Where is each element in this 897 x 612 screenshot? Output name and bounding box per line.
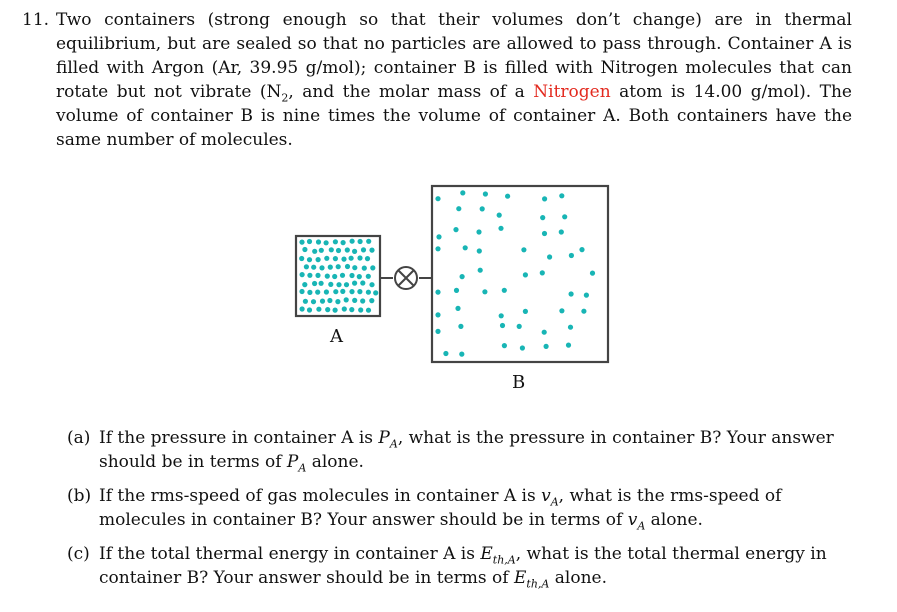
nitrogen-particle: [569, 291, 574, 296]
argon-particle: [311, 299, 316, 304]
argon-particle: [362, 266, 367, 271]
part-a-subscript: A: [389, 437, 398, 451]
nitrogen-particle: [579, 247, 584, 252]
nitrogen-particle: [460, 190, 465, 195]
argon-particle: [299, 256, 304, 261]
argon-particle: [369, 282, 374, 287]
argon-particle: [328, 265, 333, 270]
argon-particle: [319, 281, 324, 286]
argon-particle: [303, 299, 308, 304]
argon-particle: [350, 239, 355, 244]
nitrogen-particle: [499, 313, 504, 318]
argon-particle: [307, 273, 312, 278]
part-b-symbol-2: v: [627, 510, 638, 530]
argon-particle: [324, 240, 329, 245]
argon-particle: [341, 257, 346, 262]
argon-particle: [316, 257, 321, 262]
problem-text-part-3: atom is 14.00 g/mol). The volume of container B is nine times the volume of container A. Both containers have the same number of molecules.: [56, 82, 852, 150]
argon-particle: [366, 274, 371, 279]
valve-icon: [395, 267, 417, 289]
argon-particle: [329, 247, 334, 252]
argon-particle: [333, 308, 338, 313]
nitrogen-particle: [566, 343, 571, 348]
part-c: [67, 542, 857, 590]
nitrogen-particle: [476, 229, 481, 234]
argon-particle: [369, 248, 374, 253]
argon-particle: [312, 249, 317, 254]
nitrogen-particle: [521, 247, 526, 252]
argon-particle: [325, 274, 330, 279]
nitrogen-particle: [482, 289, 487, 294]
nitrogen-particle: [559, 193, 564, 198]
nitrogen-particle: [505, 194, 510, 199]
nitrogen-particle: [460, 274, 465, 279]
part-a: [67, 426, 857, 474]
argon-particle: [324, 256, 329, 261]
argon-particle: [366, 308, 371, 313]
argon-particle: [333, 289, 338, 294]
nitrogen-particle: [559, 308, 564, 313]
argon-particle: [366, 290, 371, 295]
problem-text-part-2: , and the molar mass of a: [288, 82, 534, 102]
nitrogen-particle: [454, 288, 459, 293]
part-a-tag: (a): [67, 428, 91, 448]
part-b-tag: (b): [67, 486, 92, 506]
label-container-b: B: [512, 372, 526, 393]
argon-particle: [366, 239, 371, 244]
nitrogen-particle: [459, 352, 464, 357]
nitrogen-particle: [523, 272, 528, 277]
nitrogen-highlight: Nitrogen: [533, 82, 611, 102]
problem-statement: [22, 8, 852, 152]
nitrogen-particle: [435, 246, 440, 251]
part-c-subscript: th,A: [492, 553, 516, 567]
part-a-text-1: If the pressure in container A is: [99, 428, 379, 448]
argon-particle: [333, 239, 338, 244]
nitrogen-particle: [517, 324, 522, 329]
nitrogen-particle: [547, 254, 552, 259]
argon-particle: [352, 265, 357, 270]
argon-particle: [336, 282, 341, 287]
part-c-symbol-2: E: [513, 568, 527, 588]
nitrogen-particle: [544, 344, 549, 349]
nitrogen-particle: [443, 351, 448, 356]
argon-particle: [319, 248, 324, 253]
part-c-symbol: E: [480, 544, 493, 564]
part-a-symbol: P: [378, 428, 390, 448]
nitrogen-particle: [540, 215, 545, 220]
argon-particle: [344, 282, 349, 287]
argon-particle: [357, 255, 362, 260]
nitrogen-particle: [581, 309, 586, 314]
part-b-subscript: A: [550, 495, 559, 509]
nitrogen-particle: [436, 234, 441, 239]
argon-particle: [360, 280, 365, 285]
argon-particle: [358, 307, 363, 312]
containers-drawing: [286, 180, 626, 402]
nitrogen-particle: [559, 229, 564, 234]
argon-particle: [333, 256, 338, 261]
part-b-text-3: alone.: [645, 510, 703, 530]
nitrogen-particle: [453, 227, 458, 232]
sub-questions: [67, 426, 857, 600]
argon-particle: [357, 289, 362, 294]
part-c-tag: (c): [67, 544, 90, 564]
argon-particle: [360, 298, 365, 303]
nitrogen-particle: [590, 271, 595, 276]
argon-particle: [349, 307, 354, 312]
argon-particle: [328, 282, 333, 287]
container-b: [432, 186, 608, 362]
nitrogen-particles: [435, 190, 595, 356]
part-a-subscript-2: A: [298, 461, 307, 475]
nitrogen-particle: [520, 345, 525, 350]
argon-particle: [320, 299, 325, 304]
part-a-text-3: alone.: [306, 452, 364, 472]
part-b-text-1: If the rms-speed of gas molecules in container A is: [99, 486, 542, 506]
problem-text-part-1: Two containers (strong enough so that their volumes don’t change) are in thermal equilibrium, but are sealed so that no particles are allowed to pass through. Container A is filled with Argon (Ar, 39.95 g/mol); container B is filled with Nitrogen molecules that can rotate but not vibrate (N: [56, 10, 852, 102]
nitrogen-particle: [458, 324, 463, 329]
argon-particle: [336, 264, 341, 269]
argon-particle: [361, 247, 366, 252]
nitrogen-particle: [463, 245, 468, 250]
argon-particle: [352, 249, 357, 254]
nitrogen-particle: [435, 196, 440, 201]
argon-particle: [319, 265, 324, 270]
nitrogen-particle: [584, 293, 589, 298]
argon-particle: [358, 239, 363, 244]
part-b-subscript-2: A: [637, 519, 646, 533]
argon-particle: [300, 306, 305, 311]
nitrogen-particle: [435, 290, 440, 295]
argon-particle: [370, 265, 375, 270]
argon-particle: [365, 256, 370, 261]
argon-particle: [325, 307, 330, 312]
nitrogen-particle: [540, 270, 545, 275]
argon-particle: [335, 299, 340, 304]
argon-particle: [332, 274, 337, 279]
argon-particle: [307, 239, 312, 244]
nitrogen-particle: [542, 330, 547, 335]
argon-particles: [299, 239, 378, 313]
argon-particle: [299, 289, 304, 294]
nitrogen-particle: [502, 288, 507, 293]
nitrogen-particle: [498, 226, 503, 231]
part-c-text-1: If the total thermal energy in container A is: [99, 544, 481, 564]
n2-subscript: 2: [281, 91, 289, 105]
argon-particle: [315, 290, 320, 295]
argon-particle: [345, 247, 350, 252]
argon-particle: [349, 256, 354, 261]
argon-particle: [299, 240, 304, 245]
argon-particle: [369, 298, 374, 303]
argon-particle: [327, 298, 332, 303]
nitrogen-particle: [455, 306, 460, 311]
argon-particle: [316, 307, 321, 312]
part-c-subscript-2: th,A: [526, 577, 550, 591]
nitrogen-particle: [523, 309, 528, 314]
part-a-text-2: , what is the pressure in container B? Your answer should be in terms of: [99, 428, 834, 472]
nitrogen-particle: [497, 213, 502, 218]
argon-particle: [357, 274, 362, 279]
argon-particle: [341, 240, 346, 245]
nitrogen-particle: [502, 343, 507, 348]
containers-figure: [286, 180, 626, 402]
argon-particle: [324, 289, 329, 294]
part-a-symbol-2: P: [286, 452, 299, 472]
argon-particle: [302, 247, 307, 252]
argon-particle: [352, 281, 357, 286]
argon-particle: [340, 273, 345, 278]
argon-particle: [302, 282, 307, 287]
problem-number: 11.: [22, 10, 50, 30]
argon-particle: [373, 290, 378, 295]
nitrogen-particle: [435, 312, 440, 317]
argon-particle: [307, 290, 312, 295]
argon-particle: [340, 289, 345, 294]
nitrogen-particle: [542, 196, 547, 201]
part-c-text-3: alone.: [549, 568, 607, 588]
argon-particle: [349, 273, 354, 278]
argon-particle: [316, 239, 321, 244]
nitrogen-particle: [542, 231, 547, 236]
argon-particle: [300, 272, 305, 277]
part-b-text-2: , what is the rms-speed of molecules in container B? Your answer should be in terms of: [99, 486, 782, 530]
argon-particle: [307, 307, 312, 312]
nitrogen-particle: [435, 329, 440, 334]
label-container-a: A: [330, 326, 343, 347]
nitrogen-particle: [478, 268, 483, 273]
nitrogen-particle: [480, 206, 485, 211]
part-b: [67, 484, 857, 532]
part-b-symbol: v: [541, 486, 551, 506]
nitrogen-particle: [568, 325, 573, 330]
nitrogen-particle: [456, 206, 461, 211]
argon-particle: [344, 297, 349, 302]
part-c-text-2: , what is the total thermal energy in container B? Your answer should be in terms of: [99, 544, 827, 588]
nitrogen-particle: [483, 191, 488, 196]
nitrogen-particle: [569, 253, 574, 258]
argon-particle: [342, 306, 347, 311]
problem-text: [56, 8, 852, 152]
argon-particle: [307, 257, 312, 262]
argon-particle: [352, 298, 357, 303]
argon-particle: [304, 264, 309, 269]
argon-particle: [336, 248, 341, 253]
nitrogen-particle: [477, 248, 482, 253]
nitrogen-particle: [500, 323, 505, 328]
argon-particle: [349, 289, 354, 294]
argon-particle: [311, 265, 316, 270]
argon-particle: [315, 273, 320, 278]
argon-particle: [312, 281, 317, 286]
nitrogen-particle: [562, 214, 567, 219]
argon-particle: [345, 264, 350, 269]
